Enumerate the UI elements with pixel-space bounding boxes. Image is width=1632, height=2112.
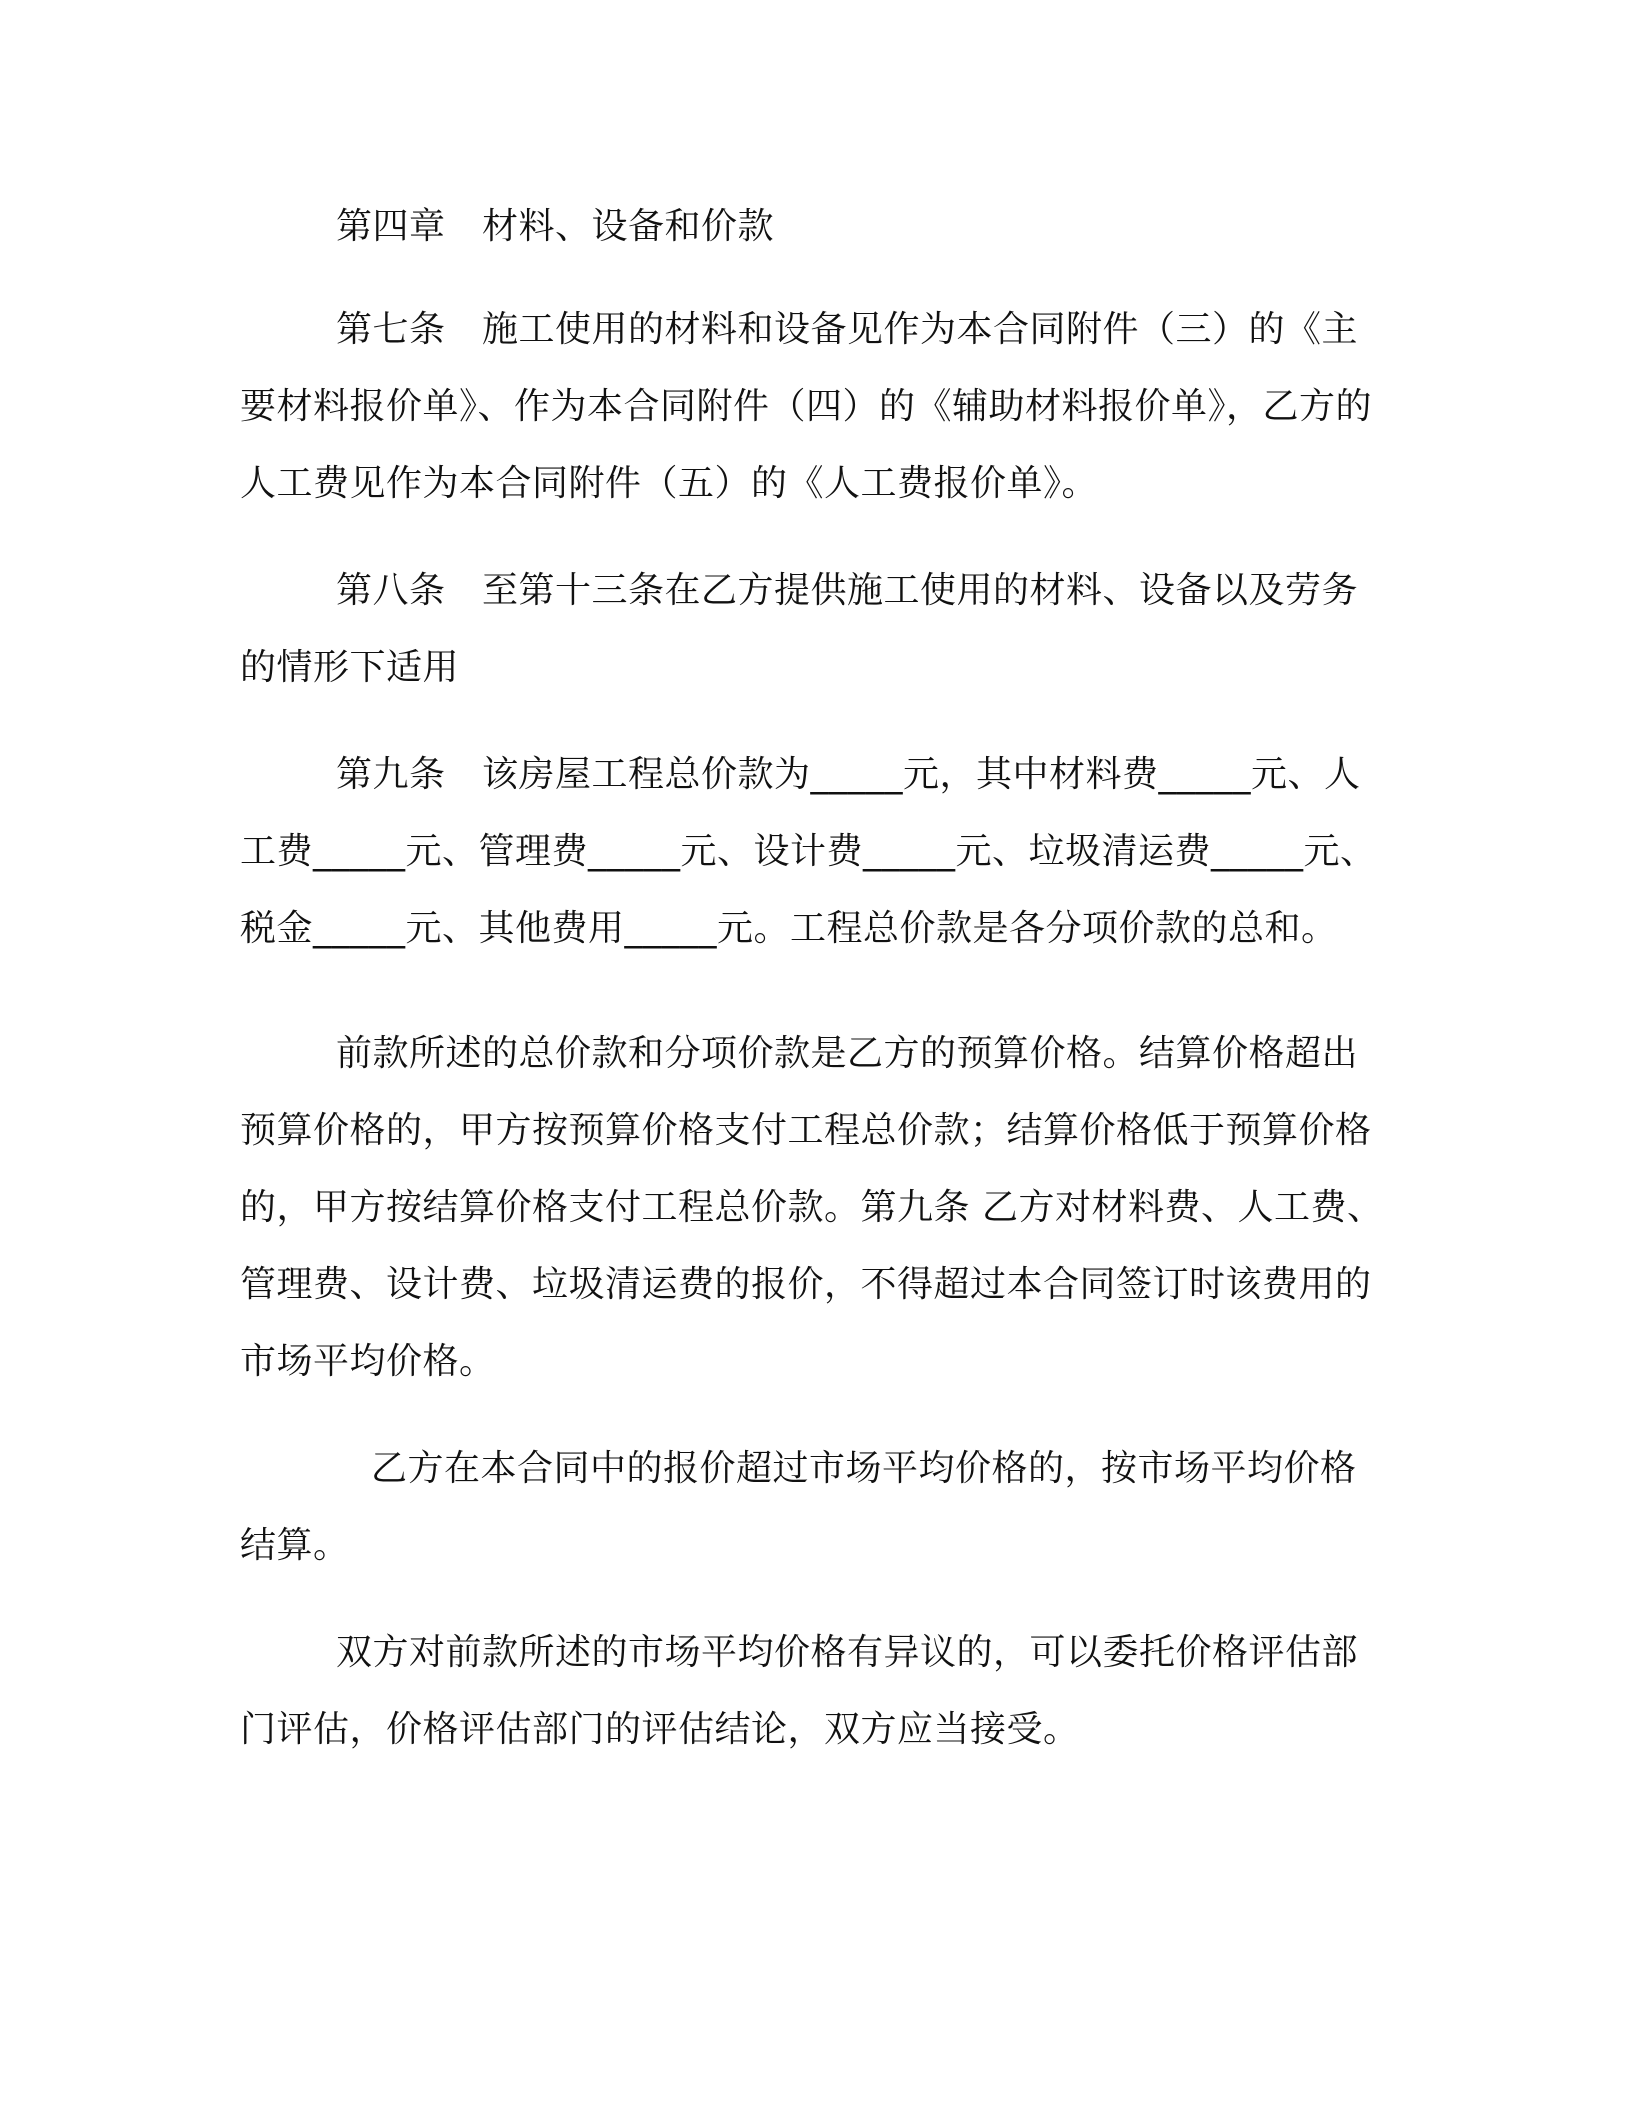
article-8-paragraph: 第八条 至第十三条在乙方提供施工使用的材料、设备以及劳务的情形下适用 <box>240 570 1359 688</box>
article-7-paragraph: 第七条 施工使用的材料和设备见作为本合同附件（三）的《主要材料报价单》、作为本合同附件（四）的《辅助材料报价单》，乙方的人工费见作为本合同附件（五）的《人工费报价单》。 <box>240 309 1373 504</box>
budget-price-paragraph: 前款所述的总价款和分项价款是乙方的预算价格。结算价格超出预算价格的，甲方按预算价格支付工程总价款；结算价格低于预算价格的，甲方按结算价格支付工程总价款。第九条 乙方对材料费、人工费、管理费、设计费、垃圾清运费的报价，不得超过本合同签订时该费用的市场平均价格。 <box>240 1033 1384 1382</box>
market-price-settlement-paragraph: 乙方在本合同中的报价超过市场平均价格的，按市场平均价格结算。 <box>240 1448 1357 1566</box>
price-dispute-paragraph: 双方对前款所述的市场平均价格有异议的，可以委托价格评估部门评估，价格评估部门的评估结论，双方应当接受。 <box>240 1632 1359 1750</box>
chapter-heading: 第四章 材料、设备和价款 <box>336 206 775 247</box>
document-body <box>240 188 1390 1768</box>
article-9-paragraph: 第九条 该房屋工程总价款为_____元，其中材料费_____元、人工费_____元、管理费_____元、设计费_____元、垃圾清运费_____元、税金_____元、其他费用_____元。工程总价款是各分项价款的总和。 <box>240 754 1377 949</box>
